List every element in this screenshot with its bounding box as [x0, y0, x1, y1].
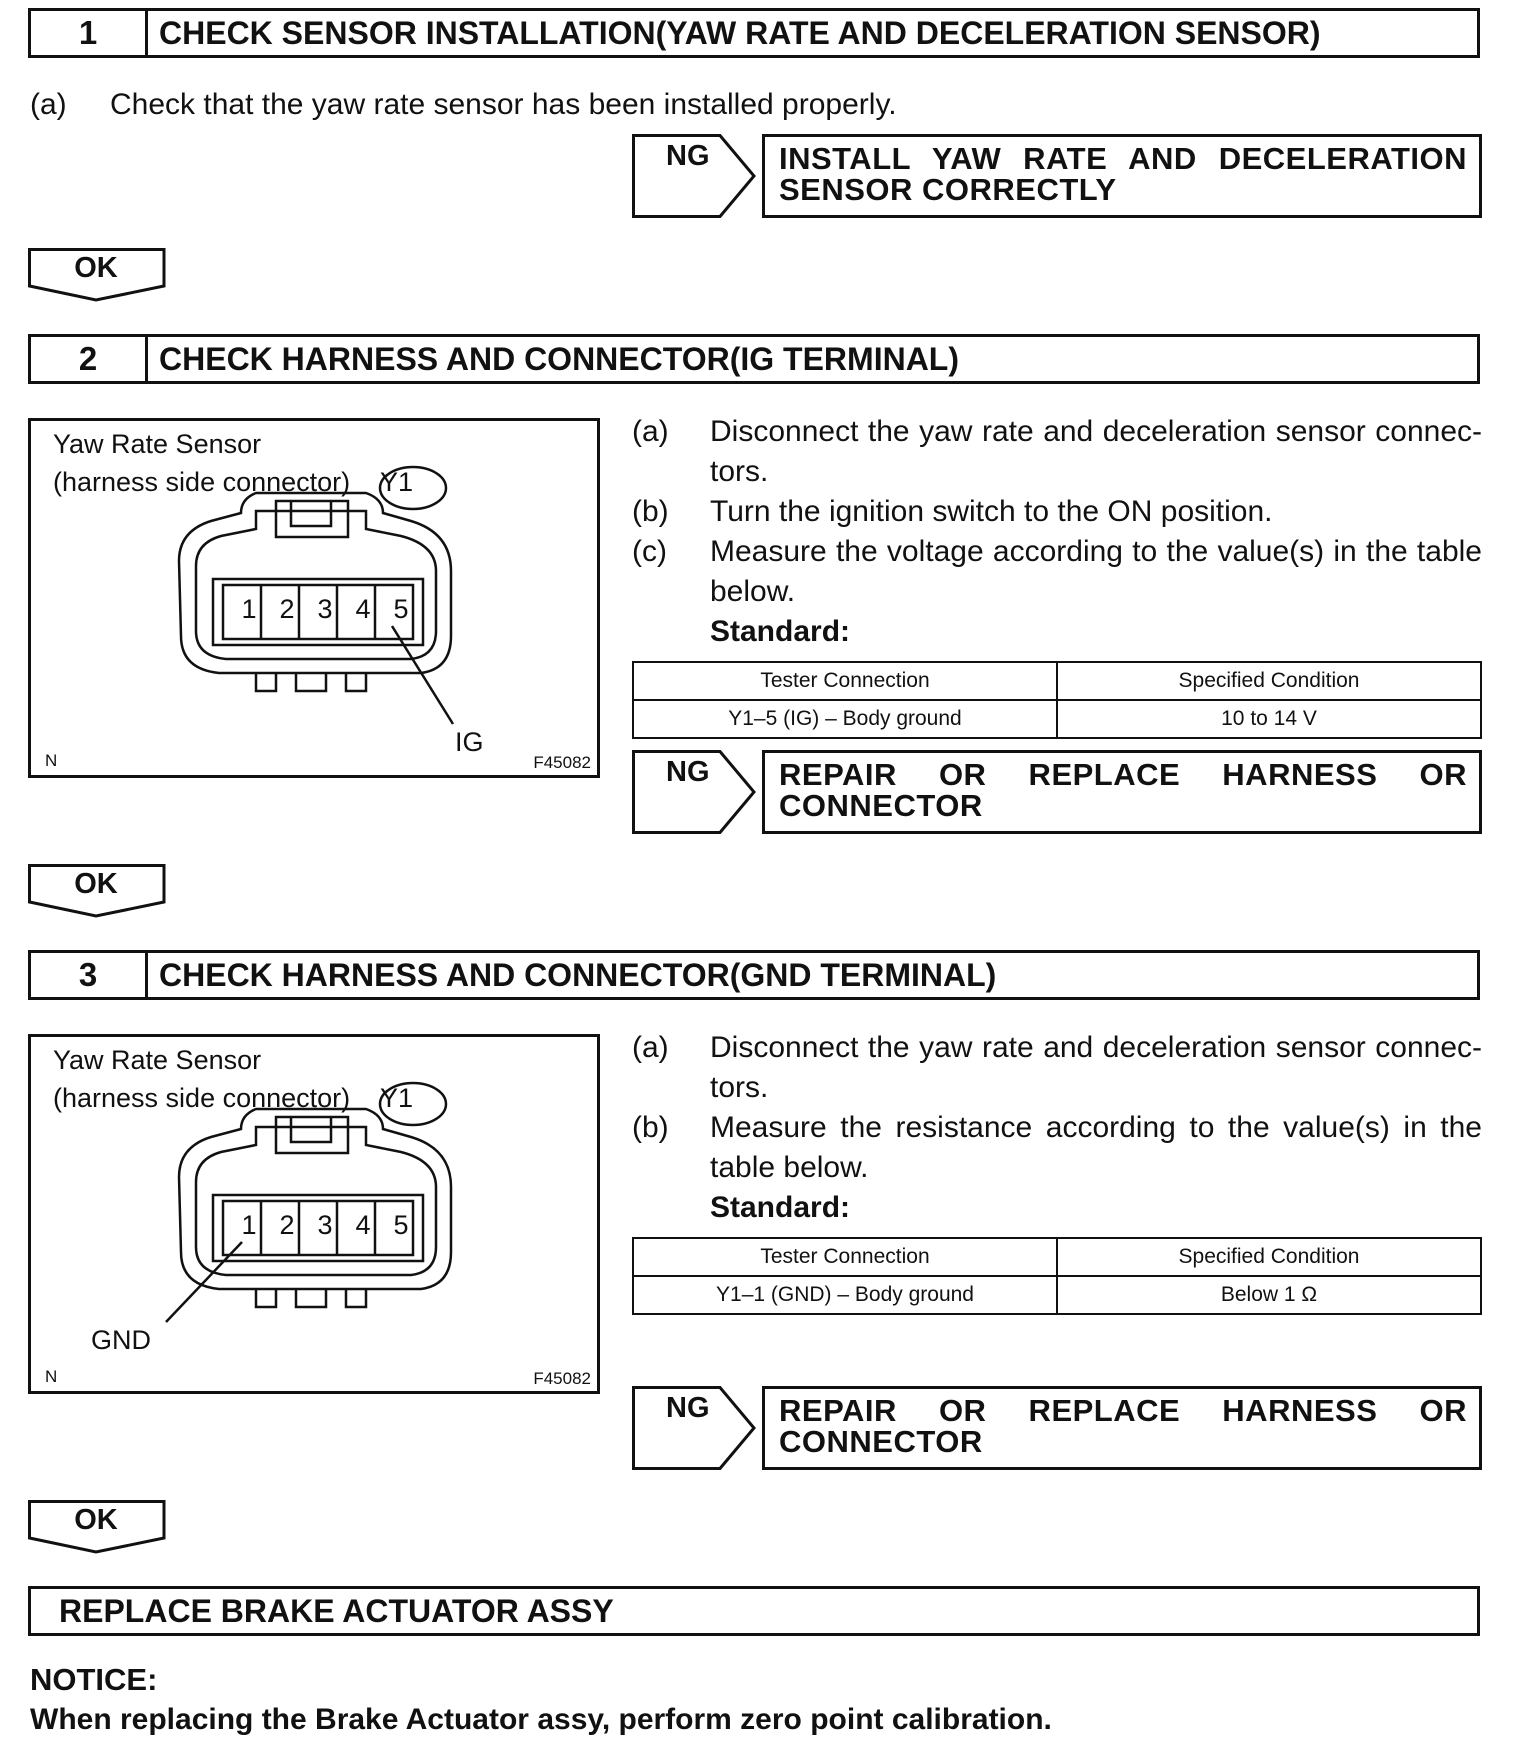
- ok-label: OK: [74, 1504, 118, 1536]
- ok-branch-marker: [28, 864, 168, 924]
- table-header: Specified Condition: [1057, 1238, 1481, 1276]
- table-header-row: [633, 662, 1481, 700]
- connector-latch: [276, 501, 348, 537]
- table-header: Tester Connection: [633, 662, 1057, 700]
- pin-label: 1: [241, 594, 257, 624]
- ng-action-box: [762, 1386, 1482, 1470]
- step-2-header: [28, 334, 1480, 384]
- table-cell: Y1–1 (GND) – Body ground: [633, 1276, 1057, 1314]
- ng-branch-marker: [632, 134, 758, 218]
- table-cell: Y1–5 (IG) – Body ground: [633, 700, 1057, 738]
- connector-feet: [256, 1289, 366, 1307]
- notice-text: When replacing the Brake Actuator assy, perform zero point calibration.: [30, 1703, 1052, 1736]
- diagram-subtitle: (harness side connector): [53, 467, 351, 497]
- final-action-title: REPLACE BRAKE ACTUATOR ASSY: [59, 1592, 614, 1629]
- ng-action-line: INSTALL YAW RATE AND DECELERATION: [779, 141, 1467, 176]
- item-text: Disconnect the yaw rate and deceleration sensor connec-: [710, 1031, 1482, 1064]
- terminal-label: IG: [455, 727, 484, 757]
- diagram-title-text: Yaw Rate Sensor: [53, 1045, 262, 1075]
- ng-action-line: SENSOR CORRECTLY: [779, 172, 1117, 207]
- step-3-header: [28, 950, 1480, 1000]
- ok-branch-marker: [28, 1500, 168, 1560]
- corner-letter: N: [45, 1367, 58, 1386]
- ng-action-line: REPAIR OR REPLACE HARNESS OR: [779, 1393, 1467, 1428]
- connector-diagram: [28, 1034, 600, 1394]
- pin-label: 2: [279, 594, 295, 624]
- ng-action-line: CONNECTOR: [779, 788, 983, 823]
- item-text: table below.: [710, 1151, 869, 1184]
- ng-branch-marker: [632, 1386, 758, 1470]
- item-text: tors.: [710, 1071, 769, 1104]
- ok-branch-marker: [28, 248, 168, 308]
- table-row: [633, 700, 1481, 738]
- pin-label: 5: [393, 594, 409, 624]
- item-text: tors.: [710, 455, 769, 488]
- pin-labels: [230, 594, 420, 625]
- pin-label: 1: [241, 1210, 257, 1240]
- notice-label: NOTICE:: [30, 1662, 158, 1697]
- table-header-row: [633, 1238, 1481, 1276]
- step-number: 3: [31, 953, 148, 997]
- item-text: below.: [710, 575, 796, 608]
- pin-labels: [230, 1210, 420, 1241]
- item-text: Measure the voltage according to the value(s) in the table: [710, 535, 1482, 568]
- item-text: Turn the ignition switch to the ON position.: [710, 495, 1273, 528]
- item-text: Measure the resistance according to the value(s) in the: [710, 1111, 1482, 1144]
- table-cell: Below 1 Ω: [1057, 1276, 1481, 1314]
- terminal-label: GND: [91, 1325, 151, 1355]
- ng-label: NG: [666, 140, 710, 172]
- diagram-subtitle: (harness side connector): [53, 1083, 351, 1113]
- corner-letter: N: [45, 751, 58, 770]
- table-row: [633, 1276, 1481, 1314]
- ok-label: OK: [74, 252, 118, 284]
- connector-latch-detail: [291, 1117, 331, 1142]
- ok-label: OK: [74, 868, 118, 900]
- diagram-title-text: Yaw Rate Sensor: [53, 429, 262, 459]
- step-title: CHECK HARNESS AND CONNECTOR(GND TERMINAL): [159, 956, 997, 993]
- step-title: CHECK HARNESS AND CONNECTOR(IG TERMINAL): [159, 340, 959, 377]
- final-action-box: [28, 1586, 1480, 1636]
- pin-label: 3: [317, 1210, 333, 1240]
- step-title: CHECK SENSOR INSTALLATION(YAW RATE AND DECELERATION SENSOR): [159, 14, 1321, 51]
- ng-action-box: [762, 134, 1482, 218]
- item-label: (b): [632, 1111, 669, 1144]
- ng-label: NG: [666, 756, 710, 788]
- item-text: Check that the yaw rate sensor has been installed properly.: [110, 88, 897, 121]
- standard-table: [632, 1237, 1482, 1315]
- step-1-header: [28, 8, 1480, 58]
- table-header: Specified Condition: [1057, 662, 1481, 700]
- connector-latch: [276, 1117, 348, 1153]
- pin-label: 2: [279, 1210, 295, 1240]
- connector-id: Y1: [380, 467, 414, 497]
- ng-action-box: [762, 750, 1482, 834]
- connector-id: Y1: [380, 1083, 414, 1113]
- connector-diagram: [28, 418, 600, 778]
- pin-label: 5: [393, 1210, 409, 1240]
- item-label: (a): [30, 88, 67, 121]
- connector-feet: [256, 673, 366, 691]
- standard-table: [632, 661, 1482, 739]
- item-text: Disconnect the yaw rate and deceleration sensor connec-: [710, 415, 1482, 448]
- step-number: 2: [31, 337, 148, 381]
- table-cell: 10 to 14 V: [1057, 700, 1481, 738]
- item-label: (a): [632, 415, 669, 448]
- pin-label: 4: [355, 1210, 371, 1240]
- standard-label: Standard:: [710, 615, 851, 648]
- pin-label: 3: [317, 594, 333, 624]
- item-label: (b): [632, 495, 669, 528]
- figure-code: F45082: [533, 753, 591, 772]
- table-header: Tester Connection: [633, 1238, 1057, 1276]
- connector-latch-detail: [291, 501, 331, 526]
- figure-code: F45082: [533, 1369, 591, 1388]
- item-label: (a): [632, 1031, 669, 1064]
- ng-branch-marker: [632, 750, 758, 834]
- ng-action-line: CONNECTOR: [779, 1424, 983, 1459]
- item-label: (c): [632, 535, 667, 568]
- gnd-leader-line: [166, 1242, 242, 1322]
- ng-label: NG: [666, 1392, 710, 1424]
- ng-action-line: REPAIR OR REPLACE HARNESS OR: [779, 757, 1467, 792]
- step-number: 1: [31, 11, 148, 55]
- standard-label: Standard:: [710, 1191, 851, 1224]
- pin-label: 4: [355, 594, 371, 624]
